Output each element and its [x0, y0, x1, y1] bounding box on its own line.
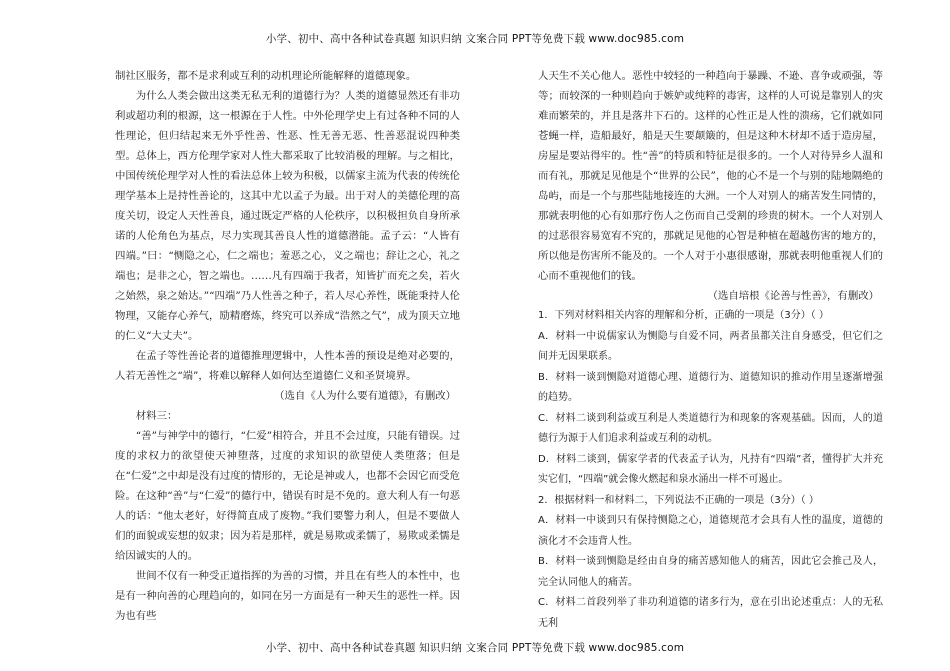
option-1b: B．材料一谈到恻隐对道德心理、道德行为、道德知识的推动作用呈逐渐增强的趋势。: [538, 371, 883, 403]
footer-banner: 小学、初中、高中各种试卷真题 知识归纳 文案合同 PPT等免费下载 www.doc985.com: [265, 642, 685, 654]
material-label: 材料三：: [135, 410, 178, 422]
paragraph: 制社区服务，都不是求利或互利的动机理论所能解释的道德现象。: [115, 70, 417, 82]
paragraph: 世间不仅有一种受正道指挥的为善的习惯，并且在有些人的本性中，也是有一种向善的心理趋向的，如同在另一方面是有一种天生的恶性一样。因为也有些: [115, 570, 460, 622]
question-block: [538, 306, 883, 634]
paragraph: 在孟子等性善论者的道德推理逻辑中，人性本善的预设是绝对必要的，人若无善性之“端”，将难以解释人如何达至道德仁义和圣贤境界。: [115, 350, 460, 382]
source-citation: （选自《人为什么要有道德》，有删改）: [274, 390, 456, 402]
header-banner: 小学、初中、高中各种试卷真题 知识归纳 文案合同 PPT等免费下载 www.doc985.com: [265, 33, 685, 45]
paragraph: “善”与神学中的德行，“仁爱”相符合，并且不会过度，只能有错误。过度的求权力的欲望使天神堕落，过度的求知识的欲望使人类堕落；但是在“仁爱”之中却是没有过度的情形的，无论是神或人，也都不会因它而受危险。在这种“善”与“仁爱”的德行中，错误有时是不免的。意大利人有一句恶人的话：“他太老好，好得简直成了废物。”我们要警力利人，但是不要做人们的面貌或妄想的奴隶；因为若是那样，就是易欺或柔懦了，易欺或柔懦是给因诚实的人的。: [115, 430, 460, 562]
source-citation: （选自培根《论善与性善》，有删改）: [707, 290, 879, 302]
question-1: 1．下列对材料相关内容的理解和分析，正确的一项是（3分）（ ）: [538, 310, 829, 321]
left-column: [115, 66, 460, 638]
option-2c: C．材料二首段列举了非功利道德的诸多行为，意在引出论述重点：人的无私无利: [538, 597, 883, 629]
option-1c: C．材料二谈到利益或互利是人类道德行为和现象的客观基础。因而，人的道德行为源于人们追求利益或互利的动机。: [538, 412, 883, 444]
paragraph: 为什么人类会做出这类无私无利的道德行为？人类的道德显然还有非功利或超功利的根源，这一根源在于人性。中外伦理学史上有过各种不同的人性理论，但归结起来无外乎性善、性恶、性无善无恶、性善恶混说四种类型。总体上，西方伦理学家对人性大都采取了比较消极的理解。与之相比，中国传统伦理学对人性的看法总体上较为积极，以儒家主流为代表的传统伦理学基本上是持性善论的，这其中尤以孟子为最。出于对人的美德伦理的高度关切，设定人天性善良，通过既定严格的人伦秩序，以积极担负自身所承诺的人伦角色为基点，尽力实现其善良人性的道德潜能。孟子云：“人皆有四端。”曰：“恻隐之心，仁之端也；羞恶之心，义之端也；辞让之心，礼之端也；是非之心，智之端也。……凡有四端于我者，知皆扩而充之矣，若火之始然，泉之始达。”“四端”乃人性善之种子，若人尽心养性，既能秉持人伦物理，又能存心养气，励精磨炼，终究可以养成“浩然之气”，成为顶天立地的仁义“大丈夫”。: [115, 90, 460, 342]
option-2b: B．材料一谈到恻隐是经由自身的痛苦感知他人的痛苦，因此它会推己及人，完全认同他人的痛苦。: [538, 556, 883, 588]
option-1a: A．材料一中说儒家认为恻隐与自爱不同，两者虽都关注自身感受，但它们之间并无因果联系。: [538, 330, 883, 362]
paragraph: 人天生不关心他人。恶性中较轻的一种趋向于暴躁、不逊、喜争或顽强，等等；而较深的一种则趋向于嫉妒或纯粹的毒害，这样的人可说是靠别人的灾难而繁荣的，并且是落井下石的。这样的心性正是人性的溃疡，它们就如同苍蝇一样，造船最好，船是天生要颠簸的，但是这种木材却不适于造房屋，房屋是要站得牢的。性“善”的特质和特征是很多的。一个人对待异乡人温和而有礼，那就足见他是个“世界的公民”，他的心不是一个与别的陆地隔绝的岛屿，而是一个与那些陆地接连的大洲。一个人对别人的痛苦发生同情的，那就表明他的心有如那疗伤人之伤而自己受割的珍贵的树木。一个人对别人的过恶很容易宽宥不究的，那就足见他的心智是种植在超越伤害的地方的，所以他是伤害所不能及的。一个人对于小惠很感谢，那就表明他重视人们的心而不重视他们的钱。: [538, 70, 883, 282]
option-2a: A．材料一中谈到只有保持恻隐之心，道德规范才会具有人性的温度，道德的演化才不会违背人性。: [538, 515, 883, 547]
right-column: [538, 66, 883, 638]
option-1d: D．材料二谈到，儒家学者的代表孟子认为，凡持有“四端”者，懂得扩大并充实它们，“四端”就会像火燃起和泉水涌出一样不可遏止。: [538, 453, 883, 485]
question-2: 2．根据材料一和材料二，下列说法不正确的一项是（3分）（ ）: [538, 494, 819, 506]
